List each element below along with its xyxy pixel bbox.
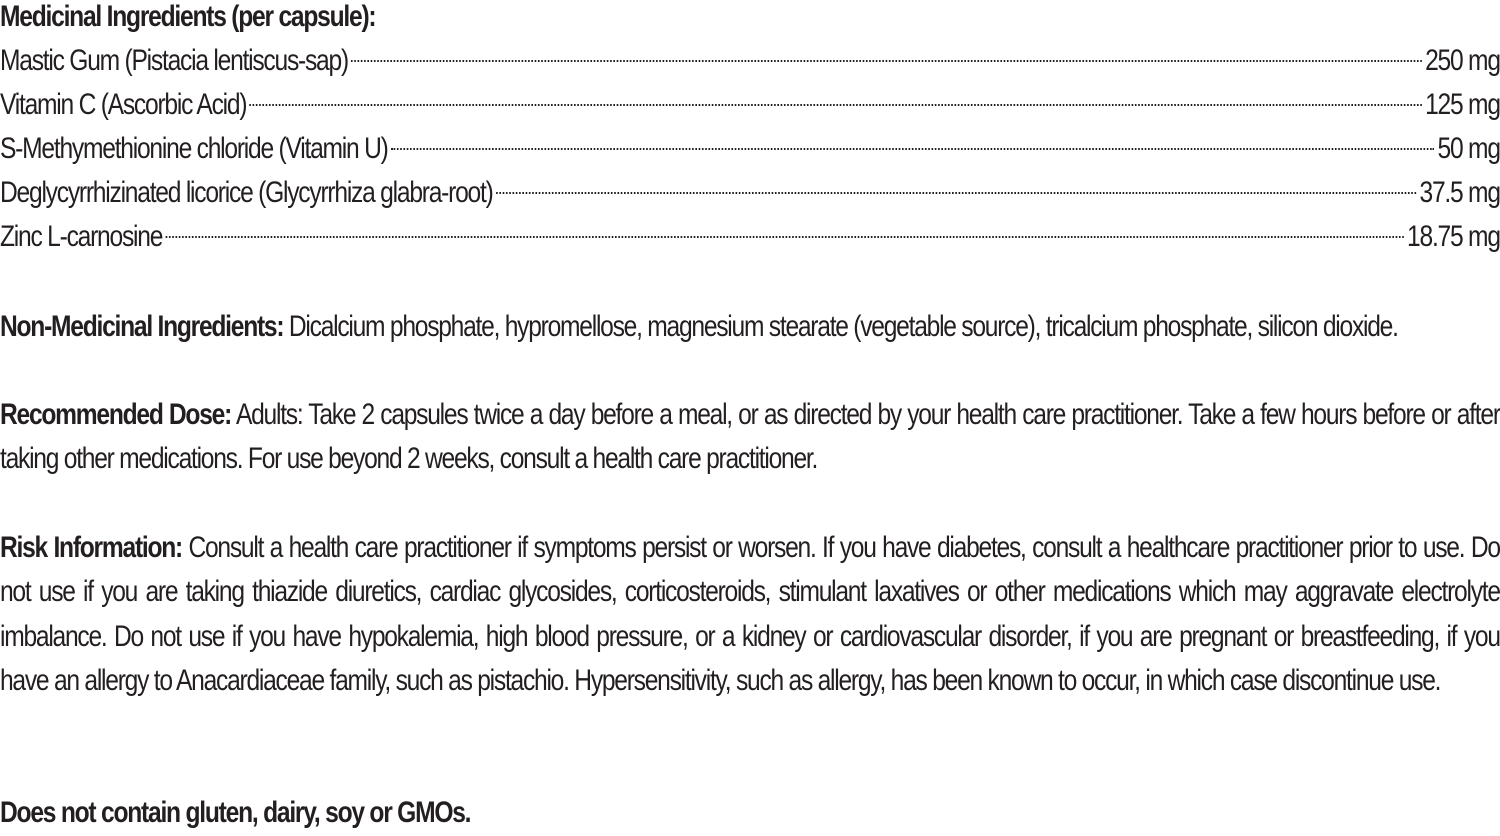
- ingredient-row: [0, 171, 1500, 215]
- non-medicinal-text: Dicalcium phosphate, hypromellose, magnesium stearate (vegetable source), tricalcium phosphate, silicon dioxide.: [283, 310, 1398, 343]
- ingredient-row: [0, 127, 1500, 171]
- ingredient-amount: 37.5 mg: [1419, 176, 1500, 209]
- ingredient-name: Deglycyrrhizinated licorice (Glycyrrhiza glabra-root): [0, 176, 493, 209]
- leader-dots: [351, 60, 1422, 62]
- leader-dots: [391, 148, 1434, 150]
- non-medicinal-label: Non-Medicinal Ingredients:: [0, 310, 284, 343]
- leader-dots: [496, 192, 1416, 194]
- risk-information-text: Consult a health care practitioner if symptoms persist or worsen. If you have diabetes, consult a healthcare practitioner prior to use. Do not use if you are taking thiazide diuretics, cardiac glycosides, corticosteroids, stimulant laxatives or other medications which may aggravate electrolyte imbalance. Do not use if you have hypokalemia, high blood pressure, or a kidney or cardiovascular disorder, if you are pregnant or breastfeeding, if you have an allergy to Anacardiaceae family, such as pistachio. Hypersensitivity, such as allergy, has been known to occur, in which case discontinue use.: [0, 531, 1500, 697]
- recommended-dose-text: Adults: Take 2 capsules twice a day before a meal, or as directed by your health care practitioner. Take a few hours before or after taking other medications. For use beyond 2 weeks, consult a health care practitioner.: [0, 398, 1500, 476]
- ingredient-name: S-Methymethionine chloride (Vitamin U): [0, 132, 388, 165]
- ingredient-amount: 18.75 mg: [1407, 220, 1500, 253]
- ingredient-name: Vitamin C (Ascorbic Acid): [0, 88, 247, 121]
- ingredient-amount: 250 mg: [1425, 44, 1500, 77]
- ingredient-amount: 50 mg: [1437, 132, 1500, 165]
- ingredient-name: Zinc L-carnosine: [0, 220, 163, 253]
- ingredient-name: Mastic Gum (Pistacia lentiscus-sap): [0, 44, 348, 77]
- leader-dots: [165, 236, 1403, 238]
- ingredient-row: [0, 83, 1500, 127]
- risk-information-paragraph: [0, 526, 1500, 703]
- leader-dots: [250, 104, 1422, 106]
- non-medicinal-paragraph: [0, 305, 1500, 349]
- ingredient-row: [0, 39, 1500, 83]
- ingredient-amount: 125 mg: [1425, 88, 1500, 121]
- medicinal-ingredients-title: Medicinal Ingredients (per capsule):: [0, 0, 376, 33]
- allergen-statement: Does not contain gluten, dairy, soy or GMOs.: [0, 796, 471, 829]
- risk-information-label: Risk Information:: [0, 531, 182, 564]
- ingredient-row: [0, 215, 1500, 259]
- recommended-dose-label: Recommended Dose:: [0, 398, 232, 431]
- recommended-dose-paragraph: [0, 393, 1500, 482]
